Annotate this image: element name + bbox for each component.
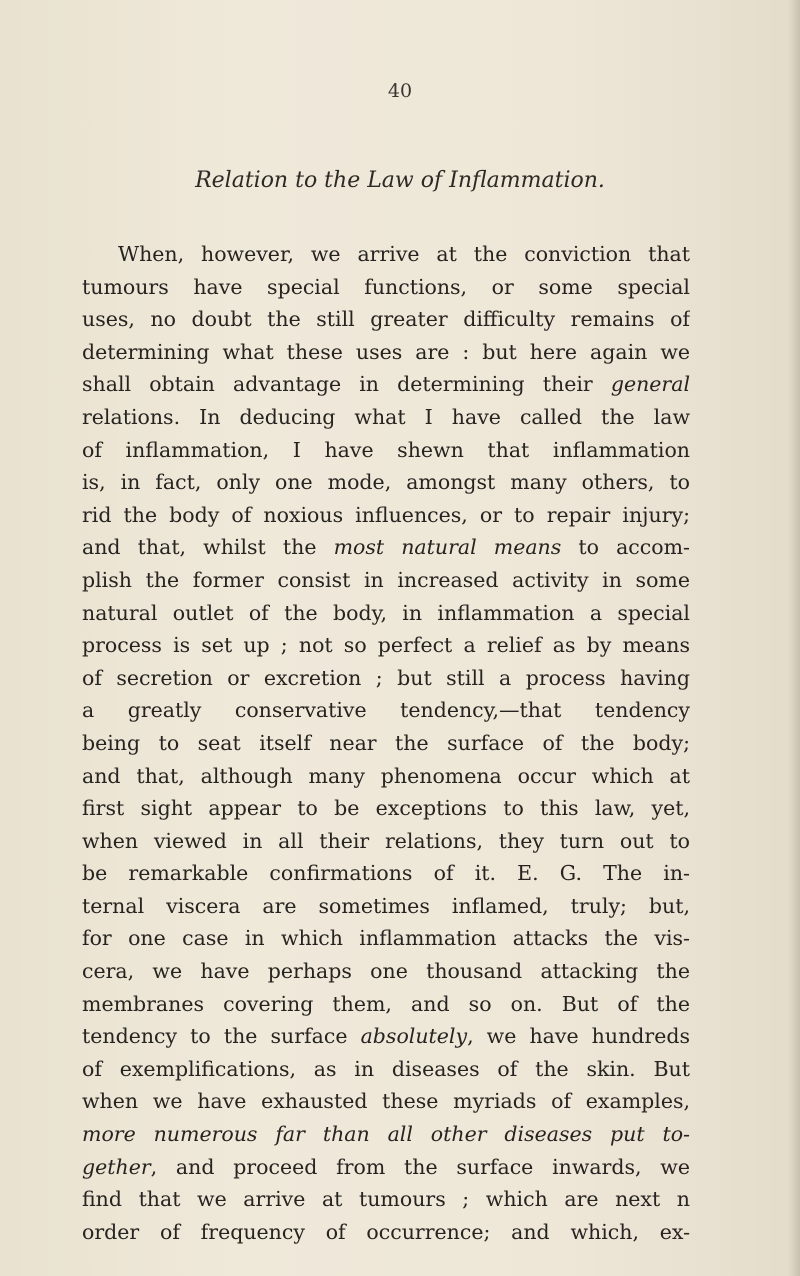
text-line bbox=[82, 1183, 690, 1216]
text-line bbox=[82, 597, 690, 630]
italic-run: general bbox=[610, 372, 690, 397]
text-run: , we have hundreds bbox=[467, 1024, 690, 1049]
text-line bbox=[82, 1216, 690, 1249]
text-line bbox=[82, 1085, 690, 1118]
text-run: of secretion or excretion ; but still a process having bbox=[82, 665, 690, 690]
text-line bbox=[82, 825, 690, 858]
text-run: cera, we have perhaps one thousand attacking the bbox=[82, 959, 690, 984]
text-line bbox=[82, 662, 690, 695]
italic-run: absolutely bbox=[360, 1024, 468, 1049]
running-head: Relation to the Law of Inflammation. bbox=[195, 168, 605, 193]
text-run: ternal viscera are sometimes inflamed, truly; but, bbox=[82, 893, 690, 918]
text-line bbox=[82, 466, 690, 499]
text-line bbox=[82, 922, 690, 955]
text-run: of inflammation, I have shewn that inflammation bbox=[82, 437, 690, 462]
italic-run: most natural means bbox=[333, 535, 562, 560]
text-line bbox=[82, 727, 690, 760]
italic-run: more numerous far than all other diseases put to- bbox=[82, 1122, 690, 1147]
text-run: to accom- bbox=[561, 535, 690, 560]
text-run: of exemplifications, as in diseases of the skin. But bbox=[82, 1056, 690, 1081]
text-run: plish the former consist in increased activity in some bbox=[82, 567, 690, 592]
text-line bbox=[82, 988, 690, 1021]
text-run: for one case in which inflammation attacks the vis- bbox=[82, 926, 690, 951]
text-line bbox=[82, 629, 690, 662]
text-line bbox=[82, 890, 690, 923]
text-run: and that, although many phenomena occur which at bbox=[82, 763, 690, 788]
text-run: is, in fact, only one mode, amongst many others, to bbox=[82, 470, 690, 495]
text-line bbox=[82, 1118, 690, 1151]
text-run: being to seat itself near the surface of the body; bbox=[82, 730, 690, 755]
text-run: , and proceed from the surface inwards, we bbox=[150, 1154, 690, 1179]
text-run: a greatly conservative tendency,—that tendency bbox=[82, 698, 690, 723]
text-line bbox=[82, 1151, 690, 1184]
text-line bbox=[82, 857, 690, 890]
text-line bbox=[82, 1053, 690, 1086]
text-line bbox=[82, 434, 690, 467]
text-line bbox=[82, 564, 690, 597]
text-line bbox=[82, 368, 690, 401]
text-run: uses, no doubt the still greater difficulty remains of bbox=[82, 307, 690, 332]
italic-run: gether bbox=[82, 1154, 151, 1179]
text-run: order of frequency of occurrence; and which, ex- bbox=[82, 1219, 690, 1244]
text-line bbox=[82, 336, 690, 369]
text-run: shall obtain advantage in determining their bbox=[82, 372, 611, 397]
text-run: when we have exhausted these myriads of examples, bbox=[82, 1089, 690, 1114]
text-line bbox=[82, 531, 690, 564]
text-run: natural outlet of the body, in inflammation a special bbox=[82, 600, 690, 625]
text-line bbox=[82, 401, 690, 434]
text-run: process is set up ; not so perfect a relief as by means bbox=[82, 633, 690, 658]
text-line bbox=[82, 694, 690, 727]
text-line bbox=[82, 271, 690, 304]
text-run: find that we arrive at tumours ; which are next n bbox=[82, 1187, 690, 1212]
text-line bbox=[82, 303, 690, 336]
body-text bbox=[82, 238, 690, 1248]
text-line bbox=[82, 955, 690, 988]
text-line bbox=[82, 499, 690, 532]
text-run: be remarkable confirmations of it. E. G. The in- bbox=[82, 861, 690, 886]
text-run: tumours have special functions, or some special bbox=[82, 274, 690, 299]
text-run: when viewed in all their relations, they turn out to bbox=[82, 828, 690, 853]
text-run: When, however, we arrive at the conviction that bbox=[118, 242, 690, 266]
text-run: relations. In deducing what I have called the law bbox=[82, 404, 690, 429]
text-line bbox=[82, 1020, 690, 1053]
text-run: membranes covering them, and so on. But of the bbox=[82, 991, 690, 1016]
page-number: 40 bbox=[387, 80, 413, 102]
text-run: rid the body of noxious influences, or to repair injury; bbox=[82, 502, 690, 527]
text-run: and that, whilst the bbox=[82, 535, 334, 560]
text-line bbox=[82, 238, 690, 271]
text-run: tendency to the surface bbox=[82, 1024, 361, 1049]
text-line bbox=[82, 760, 690, 793]
text-run: first sight appear to be exceptions to this law, yet, bbox=[82, 796, 690, 821]
text-line bbox=[82, 792, 690, 825]
text-run: determining what these uses are : but here again we bbox=[82, 339, 690, 364]
